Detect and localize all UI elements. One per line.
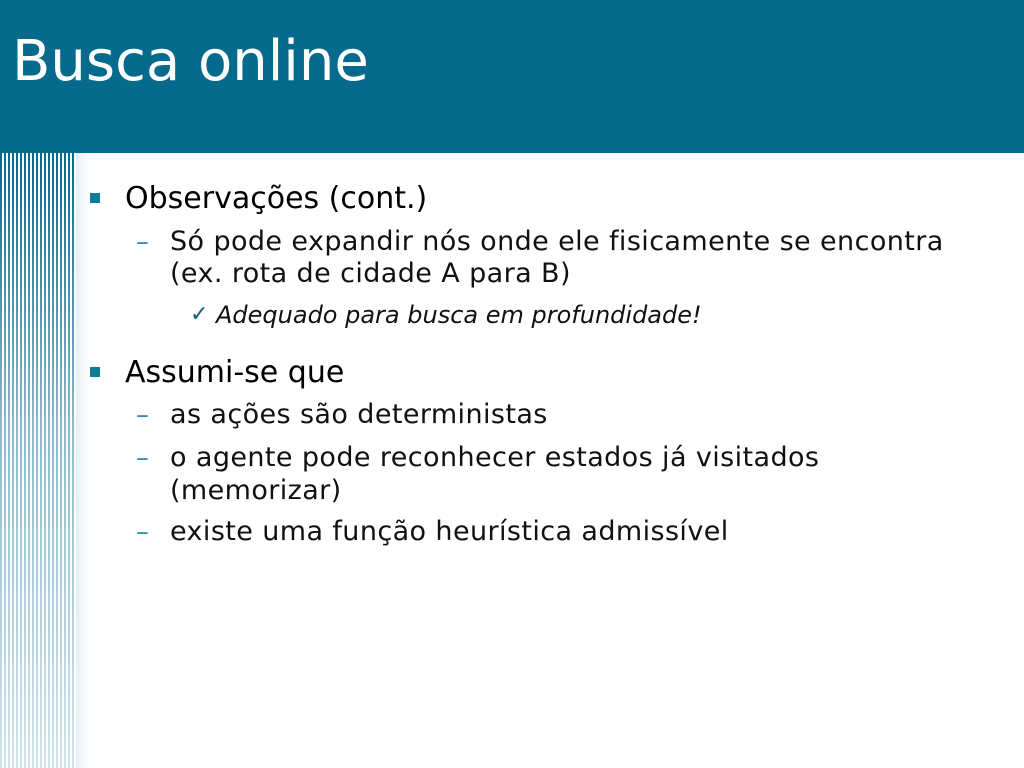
slide-title: Busca online: [12, 29, 369, 94]
dash-bullet-icon: –: [136, 443, 149, 473]
checkmark-icon: ✓: [190, 302, 209, 327]
dash-bullet-icon: –: [136, 517, 149, 547]
list-item-continuation: (memorizar): [170, 475, 342, 506]
dash-bullet-icon: –: [136, 227, 149, 257]
section-heading: Observações (cont.): [125, 181, 428, 216]
sub-list-item: Adequado para busca em profundidade!: [216, 301, 702, 329]
list-item: as ações são deterministas: [170, 399, 548, 430]
list-item: o agente pode reconhecer estados já visitados: [170, 442, 820, 473]
square-bullet-icon: [90, 367, 100, 377]
list-item: existe uma função heurística admissível: [170, 516, 729, 547]
list-item: Só pode expandir nós onde ele fisicamente se encontra: [170, 226, 944, 257]
section-heading: Assumi-se que: [125, 355, 345, 390]
list-item-continuation: (ex. rota de cidade A para B): [170, 258, 571, 289]
square-bullet-icon: [90, 193, 100, 203]
dash-bullet-icon: –: [136, 400, 149, 430]
